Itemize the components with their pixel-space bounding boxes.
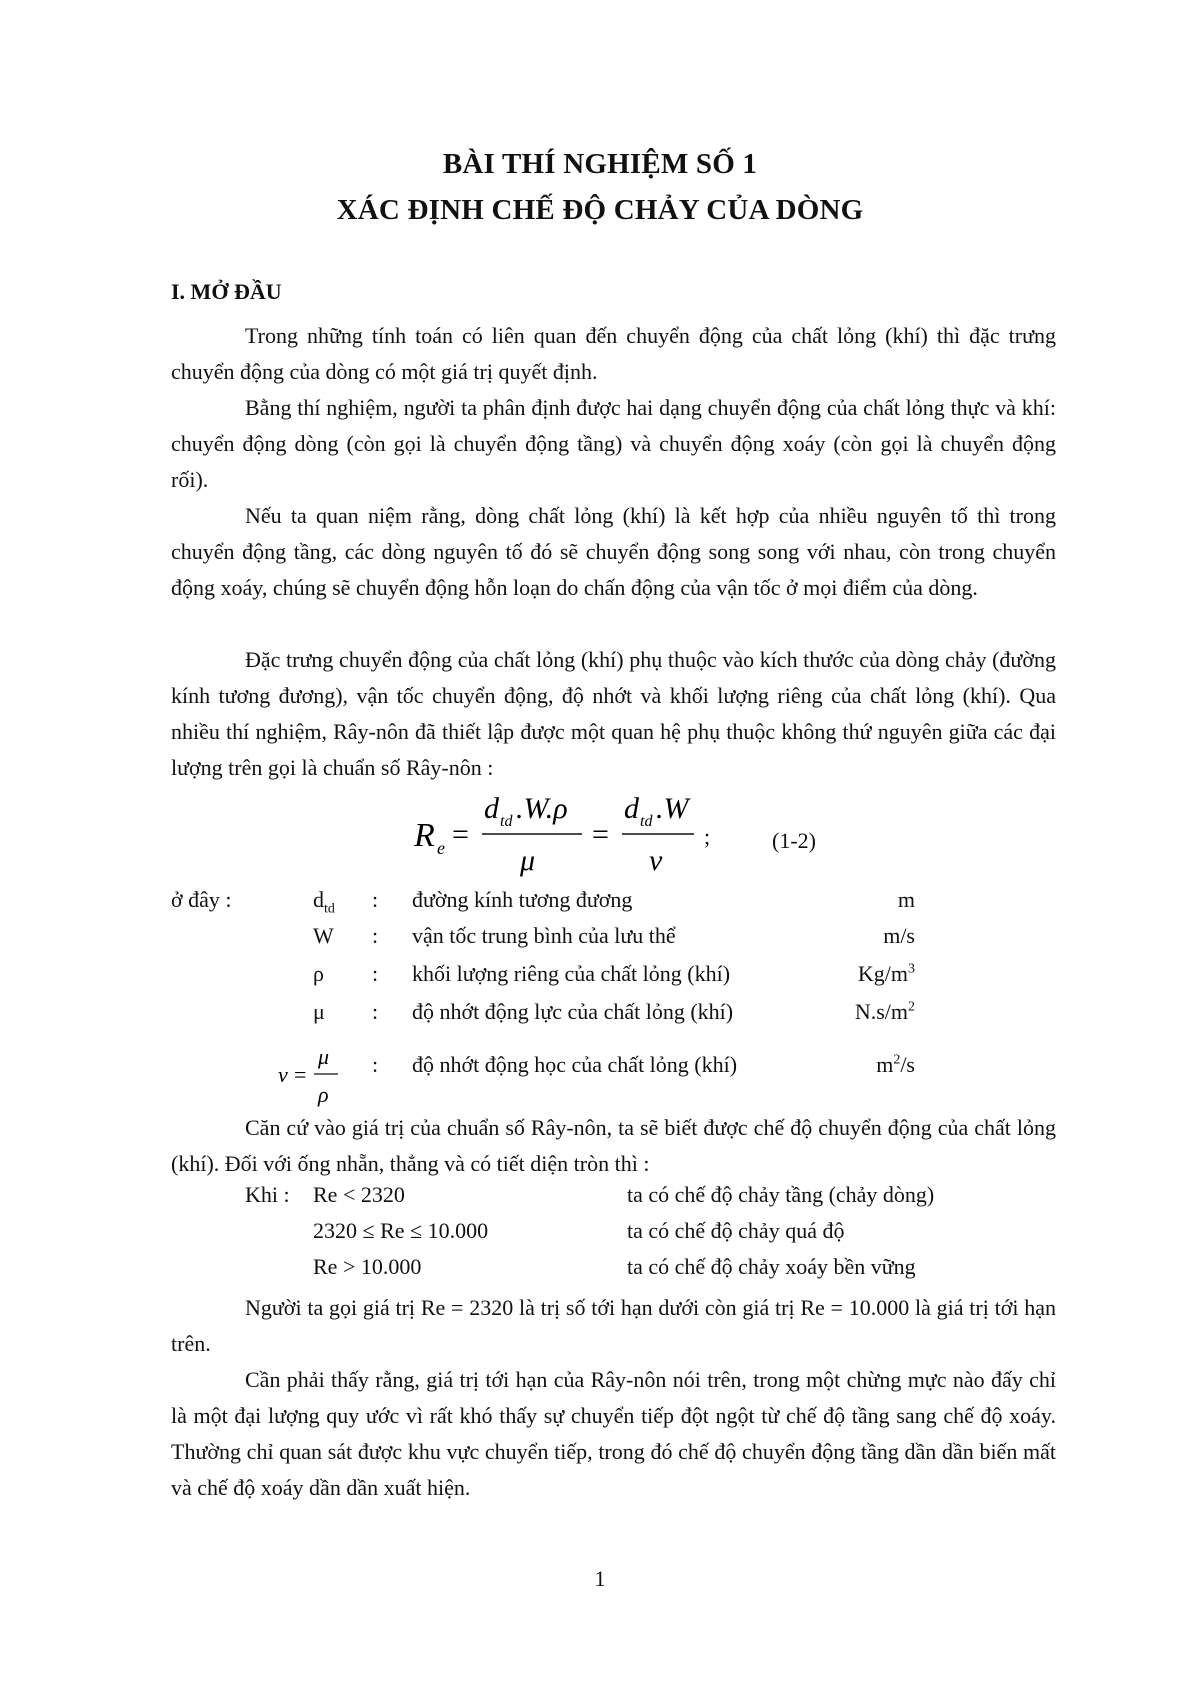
formula-num1-subscript: td [500,813,513,830]
formula-num1-d: d [484,792,499,825]
paragraph-1: Trong những tính toán có liên quan đến chuyển động của chất lỏng (khí) thì đặc trưng chuyển động của dòng có một giá trị quyết định. [171,323,1056,384]
definition-unit: $N.s/m^2$ [854,999,915,1024]
definition-symbol: W [313,923,334,948]
definition-colon: : [372,961,379,986]
paragraph-5: Căn cứ vào giá trị của chuẩn số Rây-nôn, ta sẽ biết được chế độ chuyển động của chất lỏng (khí). Đối với ống nhẵn, thẳng và có tiết diện tròn thì : [171,1115,1056,1176]
definition-symbol: μ [313,999,325,1024]
definition-colon: : [372,1052,379,1077]
title-line-2: XÁC ĐỊNH CHẾ ĐỘ CHẢY CỦA DÒNG [336,194,864,226]
formula-lhs-subscript: e [437,838,445,858]
definition-row [0,923,1200,959]
title-line-1: BÀI THÍ NGHIỆM SỐ 1 [442,148,758,180]
condition-expression: Re > 10.000 [313,1254,422,1279]
definition-description: độ nhớt động lực của chất lỏng (khí) [412,999,734,1024]
formula-lhs: R [414,817,435,854]
condition-result: ta có chế độ chảy tầng (chảy dòng) [627,1182,935,1207]
definition-symbol: $d_{td}$ [313,887,335,917]
definition-unit: $m^2/s$ [876,1052,915,1077]
definition-row [0,961,1200,997]
formula-equals-2: = [592,818,609,851]
definition-description: độ nhớt động học của chất lỏng (khí) [412,1052,738,1077]
definition-symbol: ρ [313,961,324,986]
paragraph-3: Nếu ta quan niệm rằng, dòng chất lỏng (khí) là kết hợp của nhiều nguyên tố thì trong chuyển động tầng, các dòng nguyên tố đó sẽ chuyển động song song với nhau, còn trong chuyển động xoáy, chúng sẽ chuyển động hỗn loạn do chấn động của vận tốc ở mọi điểm của dòng. [171,503,1056,600]
definition-unit: m/s [883,923,915,948]
definition-description: vận tốc trung bình của lưu thể [412,923,676,948]
formula-label: (1-2) [772,828,816,853]
formula-den2: ν [649,844,663,877]
definition-row [0,999,1200,1035]
paragraph-2: Bằng thí nghiệm, người ta phân định được hai dạng chuyển động của chất lỏng thực và khí: chuyển động dòng (còn gọi là chuyển động tầng) và chuyển động xoáy (còn gọi là chuyển động rối). [171,395,1056,492]
paragraph-7: Cần phải thấy rằng, giá trị tới hạn của Rây-nôn nói trên, trong một chừng mực nào đấy chỉ là một đại lượng quy ước vì rất khó thấy sự chuyển tiếp đột ngột từ chế độ tầng sang chế độ xoáy. Thường chỉ quan sát được khu vực chuyển tiếp, trong đó chế độ chuyển động tầng dần dần biến mất và chế độ xoáy dần dần xuất hiện. [171,1367,1056,1500]
nu-symbol: ν [278,1062,288,1087]
definition-colon: : [372,923,379,948]
formula-num2-d: d [624,792,639,825]
definition-colon: : [372,999,379,1024]
condition-khi: Khi : [245,1182,290,1207]
page-number: 1 [594,1566,606,1591]
condition-expression: Re < 2320 [313,1182,405,1207]
section-heading: I. MỞ ĐẦU [171,279,282,304]
definition-lead: ở đây : [171,887,232,912]
formula-num2-subscript: td [640,813,653,830]
nu-numerator: μ [318,1044,330,1069]
formula-num2-rest: .W [656,792,689,825]
formula-den1: μ [520,844,536,877]
condition-result: ta có chế độ chảy quá độ [627,1218,845,1243]
definition-unit: m [897,887,915,912]
definition-description: đường kính tương đương [412,887,633,912]
nu-denominator: ρ [318,1082,329,1107]
condition-row [0,1218,1200,1254]
definition-colon: : [372,887,379,912]
reynolds-formula [412,782,832,878]
definition-description: khối lượng riêng của chất lỏng (khí) [412,961,731,986]
formula-semicolon: ; [704,824,711,849]
formula-equals-1: = [452,818,469,851]
condition-row [0,1182,1200,1218]
definition-row [0,1052,1200,1088]
paragraph-6: Người ta gọi giá trị Re = 2320 là trị số tới hạn dưới còn giá trị Re = 10.000 là giá trị tới hạn trên. [171,1295,1056,1356]
nu-equals: = [294,1062,307,1087]
formula-num1-rest: .W.ρ [516,792,568,825]
paragraph-4: Đặc trưng chuyển động của chất lỏng (khí) phụ thuộc vào kích thước của dòng chảy (đường kính tương đương), vận tốc chuyển động, độ nhớt và khối lượng riêng của chất lỏng (khí). Qua nhiều thí nghiệm, Rây-nôn đã thiết lập được một quan hệ phụ thuộc không thứ nguyên giữa các đại lượng trên gọi là chuẩn số Rây-nôn : [171,647,1056,780]
condition-row [0,1254,1200,1290]
definition-row [0,887,1200,923]
definition-unit: $Kg/m^3$ [857,961,915,986]
condition-expression: 2320 ≤ Re ≤ 10.000 [313,1218,489,1243]
condition-result: ta có chế độ chảy xoáy bền vững [627,1254,916,1279]
